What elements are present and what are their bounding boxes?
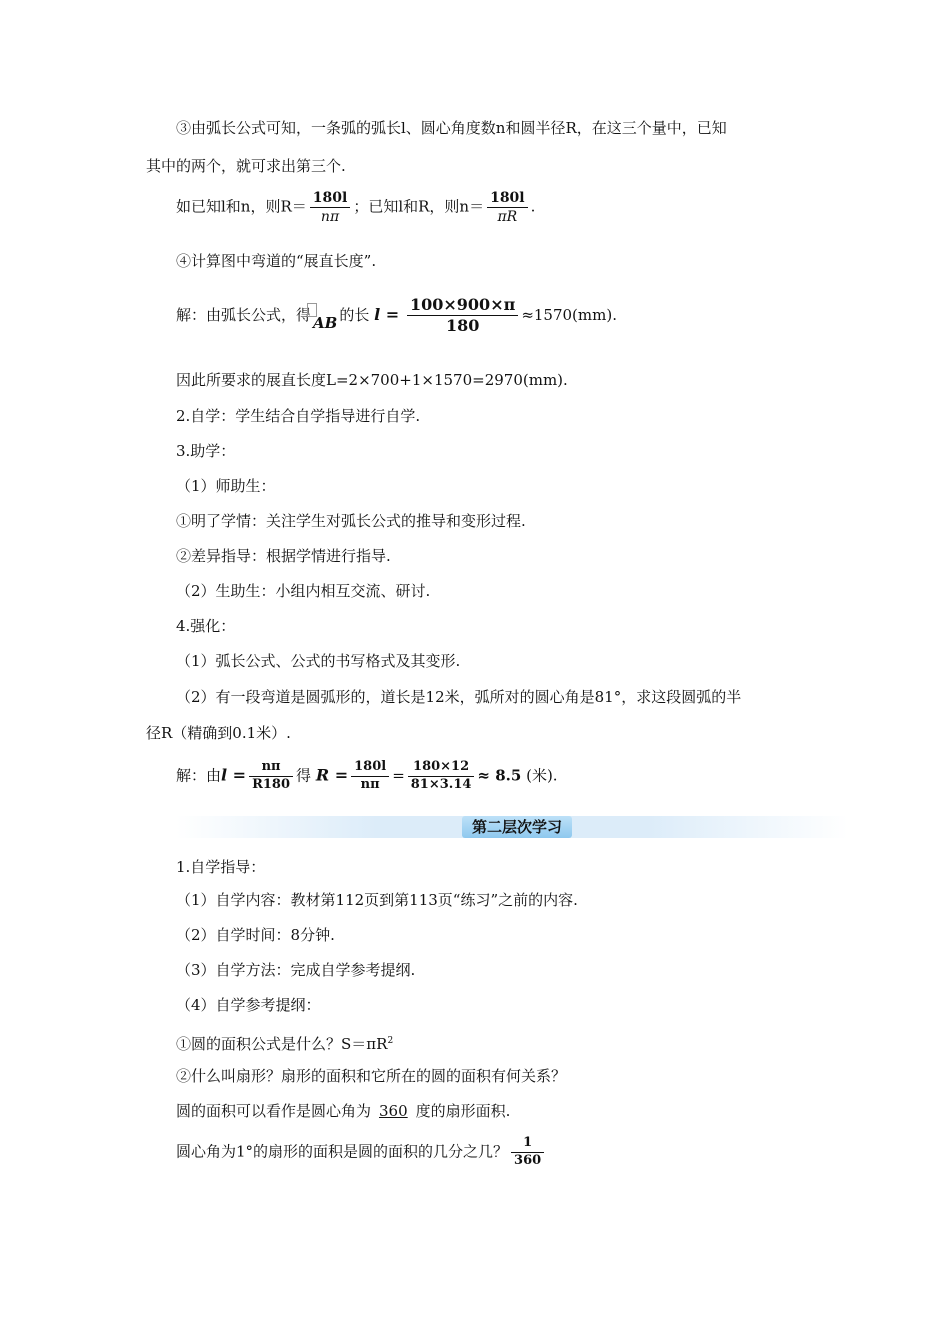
solution-1-mid: 的长 xyxy=(339,305,370,324)
answer-post: 度的扇形面积. xyxy=(415,1102,511,1120)
step-3-1-a: ①明了学情：关注学生对弧长公式的推导和变形过程. xyxy=(176,512,526,530)
equals-sign: = xyxy=(392,766,405,785)
guide-1-3: （3）自学方法：完成自学参考提纲. xyxy=(176,961,416,979)
unit-text: (米). xyxy=(526,766,558,785)
step-4-2-line-2: 径R（精确到0.1米）. xyxy=(146,724,291,742)
therefore-line: 因此所要求的展直长度L=2×700+1×1570=2970(mm). xyxy=(176,371,568,389)
step-4-1: （1）弧长公式、公式的书写格式及其变形. xyxy=(176,652,461,670)
fraction-arc-den: 180 xyxy=(445,316,480,336)
question-3-text: 圆心角为1°的扇形的面积是圆的面积的几分之几？ xyxy=(176,1142,509,1161)
fraction-r3-num: 180×12 xyxy=(408,760,475,777)
step-4-2-line-1: （2）有一段弯道是圆弧形的，道长是12米，弧所对的圆心角是81°，求这段圆弧的半 xyxy=(176,688,742,706)
fraction-n-num: 180l xyxy=(487,190,528,208)
approx-result: ≈ 8.5 xyxy=(477,766,522,785)
solution-1-pre: 解：由弧长公式，得 xyxy=(176,305,312,324)
fraction-r xyxy=(310,190,351,225)
solution-2-pre: 解：由 xyxy=(176,766,222,785)
step-2: 2.自学：学生结合自学指导进行自学. xyxy=(176,407,421,425)
l-equals-2: l = xyxy=(221,765,247,785)
question-2-answer xyxy=(176,1101,510,1121)
arc-ab-symbol xyxy=(313,313,337,333)
example-formula-line xyxy=(176,190,535,225)
step-3-2: （2）生助生：小组内相互交流、研讨. xyxy=(176,582,431,600)
answer-blank: 360 xyxy=(379,1102,408,1120)
fraction-1-360-num: 1 xyxy=(511,1136,544,1153)
step-4: 4.强化： xyxy=(176,617,236,635)
guide-1-1: （1）自学内容：教材第112页到第113页“练习”之前的内容. xyxy=(176,891,578,909)
guide-1-4: （4）自学参考提纲： xyxy=(176,996,321,1014)
fraction-n xyxy=(487,190,528,225)
example-end: . xyxy=(530,197,536,216)
question-1-text: ①圆的面积公式是什么？S＝πR xyxy=(176,1035,388,1053)
step-3: 3.助学： xyxy=(176,442,236,460)
section-banner xyxy=(176,816,848,838)
solution-2-de: 得 xyxy=(296,766,312,785)
example-pre: 如已知l和n，则R＝ xyxy=(176,197,307,216)
fraction-l-den: R180 xyxy=(252,776,291,792)
question-2: ②什么叫扇形？扇形的面积和它所在的圆的面积有何关系？ xyxy=(176,1067,567,1085)
fraction-r2 xyxy=(351,760,389,793)
fraction-r-num: 180l xyxy=(310,190,351,208)
fraction-1-360-den: 360 xyxy=(514,1152,542,1168)
question-1-exponent: 2 xyxy=(387,1036,394,1046)
fraction-r2-num: 180l xyxy=(351,760,389,777)
para-4: ④计算图中弯道的“展直长度”. xyxy=(176,252,377,270)
fraction-r-den: nπ xyxy=(320,209,340,226)
r-equals: R = xyxy=(315,765,349,785)
fraction-r3-den: 81×3.14 xyxy=(410,776,472,792)
section-banner-title: 第二层次学习 xyxy=(462,816,572,838)
fraction-r3 xyxy=(408,760,475,793)
fraction-1-360 xyxy=(511,1136,544,1169)
solution-2-line xyxy=(176,760,558,793)
fraction-arc-length xyxy=(407,296,518,336)
fraction-l xyxy=(249,760,293,793)
question-3 xyxy=(176,1136,547,1169)
guide-1: 1.自学指导： xyxy=(176,858,266,876)
guide-1-2: （2）自学时间：8分钟. xyxy=(176,926,335,944)
fraction-r2-den: nπ xyxy=(360,776,380,792)
solution-1-line xyxy=(176,296,617,336)
para-3-line-2: 其中的两个，就可求出第三个. xyxy=(146,157,346,175)
answer-pre: 圆的面积可以看作是圆心角为 xyxy=(176,1102,372,1120)
fraction-l-num: nπ xyxy=(249,760,293,777)
arc-ab-label: AB xyxy=(313,313,338,332)
l-equals: l = xyxy=(374,304,400,324)
step-3-1: （1）师助生： xyxy=(176,477,276,495)
step-3-1-b: ②差异指导：根据学情进行指导. xyxy=(176,547,391,565)
example-mid: ；已知l和R，则n＝ xyxy=(353,197,485,216)
solution-1-result: ≈1570(mm). xyxy=(521,305,617,324)
fraction-n-den: πR xyxy=(497,209,518,226)
para-3-line-1: ③由弧长公式可知，一条弧的弧长l、圆心角度数n和圆半径R，在这三个量中，已知 xyxy=(176,119,727,137)
fraction-arc-num: 100×900×π xyxy=(407,296,518,316)
arc-mark-icon xyxy=(307,303,317,317)
question-1 xyxy=(176,1031,393,1054)
